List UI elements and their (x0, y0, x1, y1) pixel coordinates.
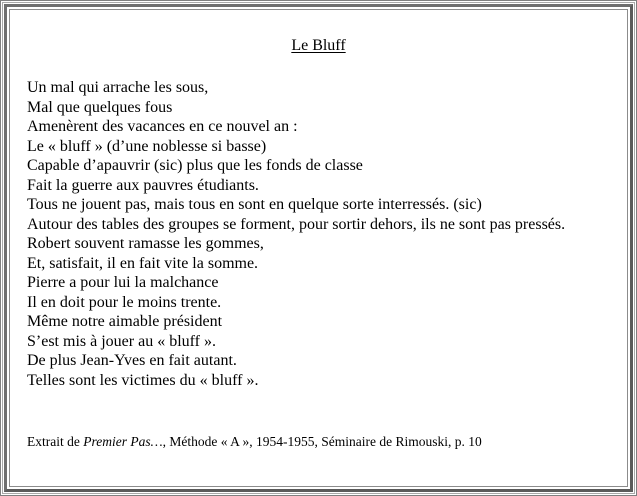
poem-line: Mal que quelques fous (27, 98, 173, 116)
poem-line: Capable d’apauvrir (sic) plus que les fonds de classe (27, 157, 363, 174)
poem-line: Pierre a pour lui la malchance (27, 274, 219, 291)
poem-line: S’est mis à jouer au « bluff ». (27, 332, 217, 350)
poem-line: Robert souvent ramasse les gommes, (27, 235, 264, 252)
source-work-title: Premier Pas… (83, 434, 163, 449)
poem-line: Et, satisfait, il en fait vite la somme. (27, 254, 259, 272)
poem-line: Le « bluff » (d’une noblesse si basse) (27, 137, 267, 155)
poem-line: Tous ne jouent pas, mais tous en sont en quelque sorte interressés. (sic) (27, 196, 482, 213)
poem-line: Amenèrent des vacances en ce nouvel an : (27, 118, 298, 135)
poem-line: De plus Jean-Yves en fait autant. (27, 352, 237, 369)
poem-line: Un mal qui arrache les sous, (27, 79, 209, 96)
source-details: , Méthode « A », 1954-1955, Séminaire de Rimouski, p. 10 (162, 434, 482, 449)
poem-title: Le Bluff (291, 37, 346, 54)
poem-line: Il en doit pour le moins trente. (27, 293, 222, 311)
poem-body (27, 78, 565, 390)
source-citation (27, 433, 482, 451)
source-prefix: Extrait de (27, 434, 84, 449)
poem-line: Telles sont les victimes du « bluff ». (27, 371, 259, 389)
poem-line: Autour des tables des groupes se forment, pour sortir dehors, ils ne sont pas pressés. (27, 215, 566, 233)
poem-line: Même notre aimable président (27, 313, 223, 330)
poem-line: Fait la guerre aux pauvres étudiants. (27, 176, 259, 194)
